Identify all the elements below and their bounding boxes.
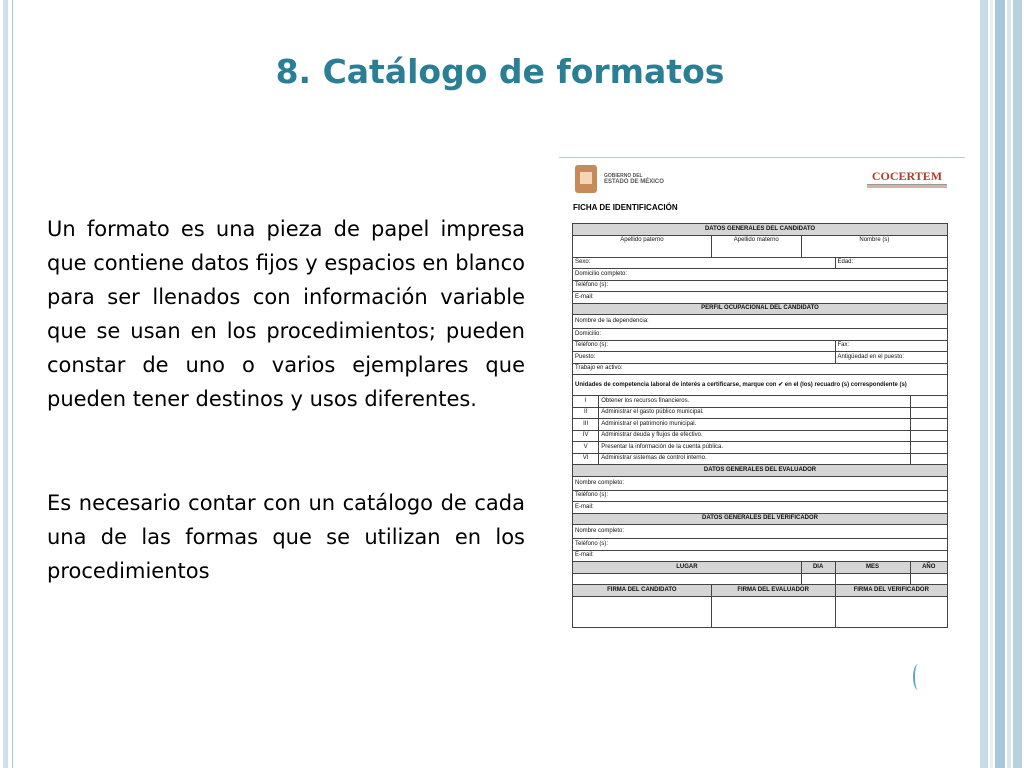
gov-line-2: ESTADO DE MÉXICO <box>604 179 664 185</box>
unit-row: V Presentar la información de la cuenta pública. <box>573 442 948 454</box>
label-puesto: Puesto: <box>573 352 836 364</box>
left-border-decoration <box>0 0 13 768</box>
label-firma-candidato: FIRMA DEL CANDIDATO <box>573 585 712 597</box>
gov-line-1: GOBIERNO DEL <box>604 173 643 179</box>
label-apellido-paterno: Apellido paterno <box>573 235 712 257</box>
label-firma-evaluador: FIRMA DEL EVALUADOR <box>711 585 835 597</box>
form-top-rule <box>559 157 965 158</box>
unit-row: IV Administrar deuda y flujos de efectivo. <box>573 430 948 442</box>
label-verificador-telefonos: Teléfono (s): <box>573 539 948 551</box>
signature-row <box>573 596 948 627</box>
section-evaluator-header: DATOS GENERALES DEL EVALUADOR <box>573 465 948 477</box>
label-mes: MES <box>835 562 910 574</box>
decorative-curve <box>913 664 923 690</box>
label-evaluador-telefonos: Teléfono (s): <box>573 490 948 502</box>
label-trabajo-activo: Trabajo en activo: <box>573 363 948 375</box>
label-nombres: Nombre (s) <box>801 235 947 257</box>
section-occupational-header: PERFIL OCUPACIONAL DEL CANDIDATO <box>573 303 948 315</box>
section-candidate-header: DATOS GENERALES DEL CANDIDATO <box>573 224 948 236</box>
label-firma-verificador: FIRMA DEL VERIFICADOR <box>835 585 948 597</box>
label-domicilio: Domicilio: <box>573 329 948 341</box>
cocertem-logo: COCERTEM <box>867 169 947 185</box>
government-seal-icon <box>575 165 597 193</box>
label-evaluador-email: E-mail: <box>573 502 948 514</box>
unit-row: II Administrar el gasto público municipal. <box>573 407 948 419</box>
right-border-decoration <box>978 0 1024 768</box>
paragraph-catalog: Es necesario contar con un catálogo de cada una de las formas que se utilizan en los procedimientos <box>47 491 525 583</box>
label-edad: Edad: <box>835 257 948 269</box>
label-email: E-mail: <box>573 292 948 304</box>
label-verificador-email: E-mail: <box>573 550 948 562</box>
paragraph-definition: Un formato es una pieza de papel impresa que contiene datos fijos y espacios en blanco para ser llenados con información variable que se usan en los procedimientos; pueden constar de uno o varios ejemplares que pueden tener destinos y usos diferentes. <box>47 217 525 411</box>
label-nombre-dependencia: Nombre de la dependencia: <box>573 315 948 329</box>
label-ano: AÑO <box>910 562 948 574</box>
label-lugar: LUGAR <box>573 562 802 574</box>
government-logo-text <box>604 173 664 185</box>
label-telefonos-trabajo: Teléfono (s): <box>573 340 836 352</box>
unit-row: I Obtener los recursos financieros. <box>573 396 948 408</box>
unit-row: VI Administrar sistemas de control interno. <box>573 453 948 465</box>
label-verificador-nombre: Nombre completo: <box>573 525 948 539</box>
label-antiguedad: Antigüedad en el puesto: <box>835 352 948 364</box>
label-apellido-materno: Apellido materno <box>711 235 801 257</box>
form-grid <box>572 223 948 628</box>
identification-form-image <box>559 155 965 663</box>
form-title: FICHA DE IDENTIFICACIÓN <box>573 203 678 212</box>
label-unidades-competencia: Unidades de competencia laboral de interés a certificarse, marque con ✔ en el (los) recuadro (s) correspondiente (s) <box>573 375 948 396</box>
cocertem-underline <box>867 185 947 188</box>
label-domicilio-completo: Domicilio completo: <box>573 269 948 281</box>
label-telefonos: Teléfono (s): <box>573 280 948 292</box>
slide-title: 8. Catálogo de formatos <box>275 52 725 91</box>
unit-row: III Administrar el patrimonio municipal. <box>573 419 948 431</box>
label-evaluador-nombre: Nombre completo: <box>573 476 948 490</box>
label-fax: Fax: <box>835 340 948 352</box>
label-sexo: Sexo: <box>573 257 836 269</box>
label-dia: DIA <box>801 562 835 574</box>
section-verifier-header: DATOS GENERALES DEL VERIFICADOR <box>573 513 948 525</box>
